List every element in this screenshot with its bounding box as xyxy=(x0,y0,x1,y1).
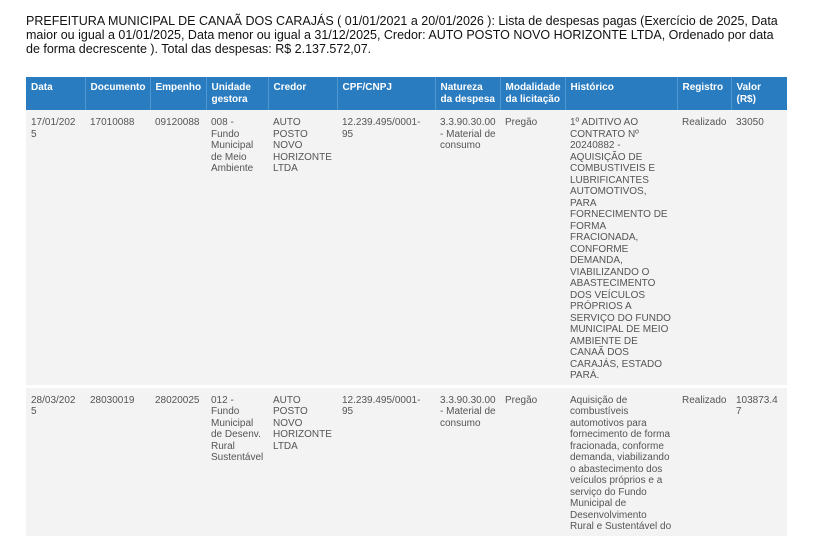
cell-natureza: 3.3.90.30.00 - Material de consumo xyxy=(435,110,500,386)
report-heading: PREFEITURA MUNICIPAL DE CANAÃ DOS CARAJÁS ( 01/01/2021 a 20/01/2026 ): Lista de despesas pagas (Exercício de 2025, Data maior ou igual a 01/01/2025, Data menor ou igual a 31/12/2025, Credor: AUTO POSTO NOVO HORIZONTE LTDA, Ordenado por data de forma decrescente ). Total das despesas: R$ 2.137.572,07. xyxy=(26,14,778,56)
column-header-credor[interactable]: Credor xyxy=(268,77,337,110)
column-header-data[interactable]: Data xyxy=(26,77,85,110)
column-header-natureza[interactable]: Natureza da despesa xyxy=(435,77,500,110)
cell-documento: 17010088 xyxy=(85,110,150,386)
table-header-row xyxy=(26,77,787,110)
column-header-valor[interactable]: Valor (R$) xyxy=(731,77,787,110)
column-header-registro[interactable]: Registro xyxy=(677,77,731,110)
column-header-modalidade[interactable]: Modalidade da licitação xyxy=(500,77,565,110)
column-header-documento[interactable]: Documento xyxy=(85,77,150,110)
cell-unidade-gestora: 008 - Fundo Municipal de Meio Ambiente xyxy=(206,110,268,386)
cell-modalidade: Pregão xyxy=(500,110,565,386)
column-header-empenho[interactable]: Empenho xyxy=(150,77,206,110)
cell-natureza: 3.3.90.30.00 - Material de consumo xyxy=(435,386,500,536)
cell-credor: AUTO POSTO NOVO HORIZONTE LTDA xyxy=(268,110,337,386)
cell-modalidade: Pregão xyxy=(500,386,565,536)
cell-data: 17/01/2025 xyxy=(26,110,85,386)
cell-empenho: 09120088 xyxy=(150,110,206,386)
cell-data: 28/03/2025 xyxy=(26,386,85,536)
cell-registro: Realizado xyxy=(677,110,731,386)
cell-valor: 33050 xyxy=(731,110,787,386)
cell-unidade-gestora: 012 - Fundo Municipal de Desenv. Rural Sustentável xyxy=(206,386,268,536)
table-row[interactable] xyxy=(26,386,787,536)
cell-historico: 1º ADITIVO AO CONTRATO Nº 20240882 - AQUISIÇÃO DE COMBUSTIVEIS E LUBRIFICANTES AUTOMOTIVOS, PARA FORNECIMENTO DE FORMA FRACIONADA, CONFORME DEMANDA, VIABILIZANDO O ABASTECIMENTO DOS VEÍCULOS PRÓPRIOS A SERVIÇO DO FUNDO MUNICIPAL DE MEIO AMBIENTE DE CANAÃ DOS CARAJÁS, ESTADO PARÁ. xyxy=(565,110,677,386)
expenses-table xyxy=(26,77,787,536)
cell-credor: AUTO POSTO NOVO HORIZONTE LTDA xyxy=(268,386,337,536)
table-row[interactable] xyxy=(26,110,787,386)
cell-cpf-cnpj: 12.239.495/0001-95 xyxy=(337,386,435,536)
cell-empenho: 28020025 xyxy=(150,386,206,536)
cell-valor: 103873.47 xyxy=(731,386,787,536)
column-header-unidade-gestora[interactable]: Unidade gestora xyxy=(206,77,268,110)
cell-historico: Aquisição de combustíveis automotivos para fornecimento de forma fracionada, conforme demanda, viabilizando o abastecimento dos veículos próprios e a serviço do Fundo Municipal de Desenvolvimento Rural e Sustentável do xyxy=(565,386,677,536)
cell-cpf-cnpj: 12.239.495/0001-95 xyxy=(337,110,435,386)
cell-registro: Realizado xyxy=(677,386,731,536)
cell-documento: 28030019 xyxy=(85,386,150,536)
column-header-historico[interactable]: Histórico xyxy=(565,77,677,110)
column-header-cpf-cnpj[interactable]: CPF/CNPJ xyxy=(337,77,435,110)
